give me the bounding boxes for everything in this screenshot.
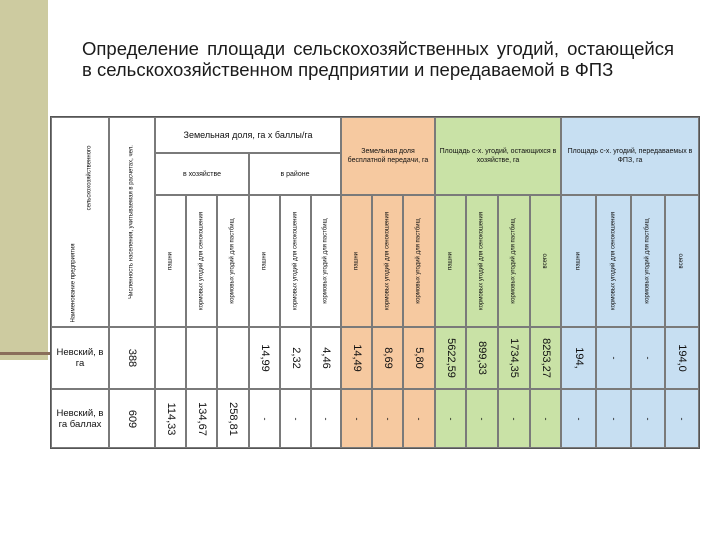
row1-cell: 1734,35 <box>498 327 530 389</box>
header-name-col <box>51 117 109 327</box>
row2-cell: 134,67 <box>186 389 217 448</box>
row1-cell: 14,49 <box>341 327 372 389</box>
row1-cell: - <box>631 327 665 389</box>
row2-cell: - <box>341 389 372 448</box>
row2-cell: - <box>435 389 466 448</box>
left-decor-line <box>0 352 55 355</box>
row1-cell: 5,80 <box>403 327 435 389</box>
row1-cell <box>217 327 249 389</box>
header-remain-area: Площадь с-х. угодий, остающихся в хозяйстве, га <box>435 117 561 195</box>
sub-header: кормовых угодий для сенокошения <box>186 195 217 327</box>
row2-cell: - <box>372 389 403 448</box>
header-name-top-text: сельскохозяйственного <box>86 145 93 211</box>
row2-cell: - <box>498 389 530 448</box>
header-name-text: Наименование предприятия <box>70 243 77 323</box>
sub-header: пашни <box>249 195 280 327</box>
row2-cell: 258,81 <box>217 389 249 448</box>
sub-header: кормовых угодий для пастбищ <box>217 195 249 327</box>
sub-header: кормовых угодий для пастбищ <box>631 195 665 327</box>
row1-cell: 4,46 <box>311 327 341 389</box>
header-in-district: в районе <box>249 153 341 195</box>
row1-cell: 194, <box>561 327 596 389</box>
row2-cell: - <box>665 389 699 448</box>
row2-cell: - <box>561 389 596 448</box>
row2-pop: 609 <box>109 389 155 448</box>
sub-header: кормовых угодий для сенокошения <box>466 195 498 327</box>
header-transfer-area: Площадь с-х. угодий, передаваемых в ФПЗ, га <box>561 117 699 195</box>
row1-cell: 899,33 <box>466 327 498 389</box>
sub-header: пашни <box>155 195 186 327</box>
header-pop-text: Численность населения, учитываемая в расчетах, чел. <box>128 145 135 299</box>
sub-header: пашни <box>561 195 596 327</box>
sub-header: кормовых угодий для сенокошения <box>596 195 631 327</box>
row2-cell: - <box>280 389 311 448</box>
row2-cell: - <box>596 389 631 448</box>
row2-cell: 114,33 <box>155 389 186 448</box>
row1-cell: 2,32 <box>280 327 311 389</box>
left-decor-band <box>0 0 48 360</box>
row1-cell <box>186 327 217 389</box>
row1-cell: 5622,59 <box>435 327 466 389</box>
sub-header: всего <box>530 195 561 327</box>
sub-header: всего <box>665 195 699 327</box>
row1-cell: 14,99 <box>249 327 280 389</box>
sub-header: кормовых угодий для пастбищ <box>311 195 341 327</box>
sub-header: пашни <box>435 195 466 327</box>
slide-title: Определение площади сельскохозяйственных угодий, остающейся в сельскохозяйственном предприятии и передаваемой в ФПЗ <box>82 38 674 80</box>
row1-cell: - <box>596 327 631 389</box>
sub-header: кормовых угодий для пастбищ <box>498 195 530 327</box>
row2-cell: - <box>631 389 665 448</box>
row2-cell: - <box>249 389 280 448</box>
sub-header: пашни <box>341 195 372 327</box>
header-land-share: Земельная доля, га х баллы/га <box>155 117 341 153</box>
row1-pop: 388 <box>109 327 155 389</box>
row2-cell: - <box>311 389 341 448</box>
sub-header: кормовых угодий для сенокошения <box>280 195 311 327</box>
header-pop-col <box>109 117 155 327</box>
row1-cell: 194,0 <box>665 327 699 389</box>
row2-cell: - <box>530 389 561 448</box>
sub-header: кормовых угодий для пастбищ <box>403 195 435 327</box>
row2-cell: - <box>403 389 435 448</box>
header-free-share: Земельная доля бесплатной передачи, га <box>341 117 435 195</box>
row2-cell: - <box>466 389 498 448</box>
row1-cell: 8,69 <box>372 327 403 389</box>
row1-cell: 8253,27 <box>530 327 561 389</box>
row1-cell <box>155 327 186 389</box>
sub-header: кормовых угодий для сенокошения <box>372 195 403 327</box>
land-table <box>50 116 700 449</box>
row2-name: Невский, в га баллах <box>51 389 109 448</box>
row1-name: Невский, в га <box>51 327 109 389</box>
header-in-farm: в хозяйстве <box>155 153 249 195</box>
